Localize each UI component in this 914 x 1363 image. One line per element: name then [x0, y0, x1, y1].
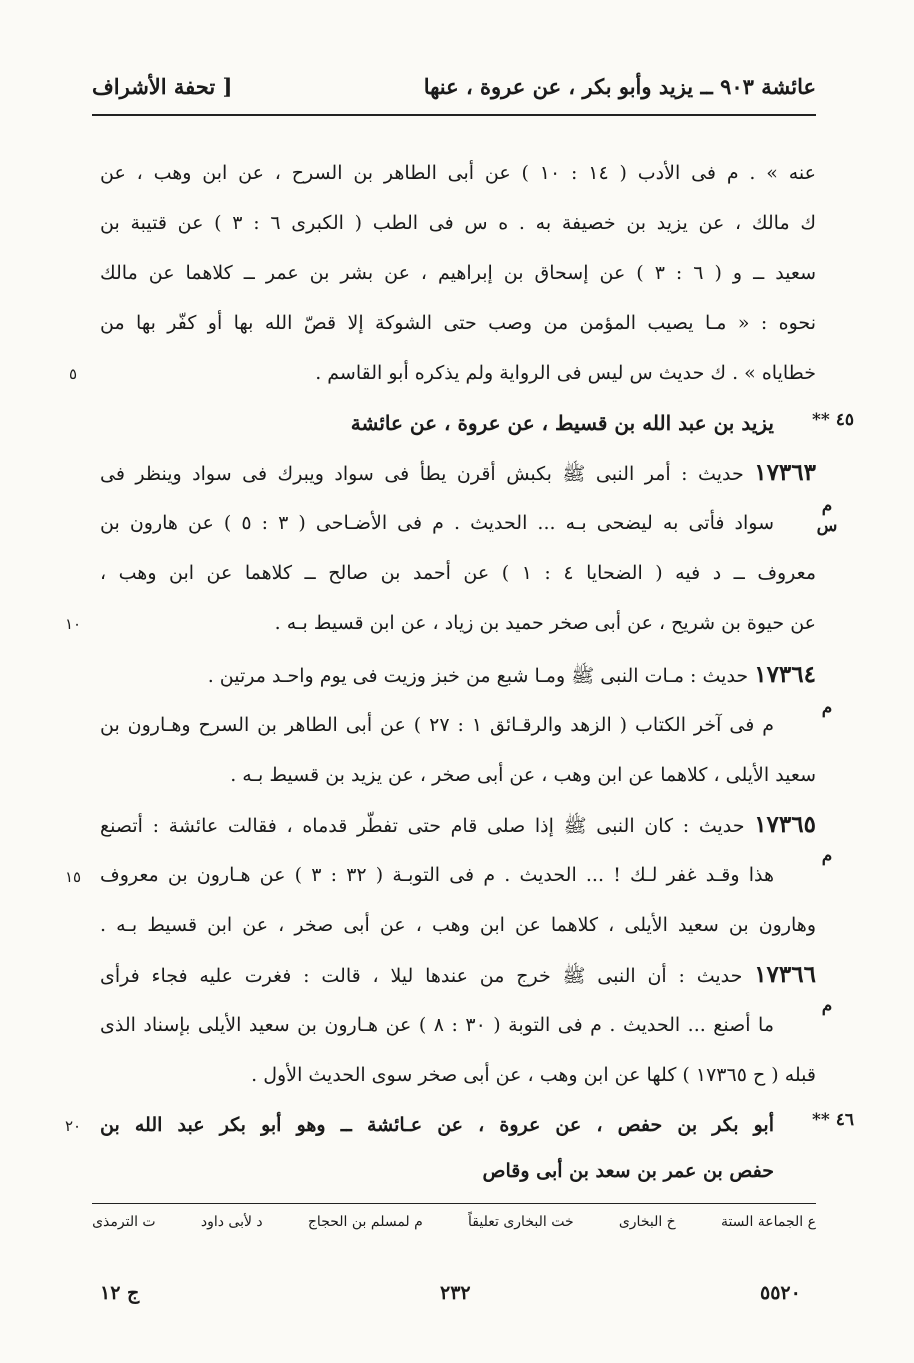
- hadith-number: ١٧٣٦٦: [754, 961, 816, 988]
- hadith-text: حديث : أمر النبى ﷺ بكبش أقرن يطأ فى سواد ويبرك فى سواد وينظر فى: [100, 463, 744, 485]
- body-line: خطاياه » . ك حديث س ليس فى الرواية ولم يذكره أبو القاسم .: [315, 362, 816, 384]
- hadith-line: م فى آخر الكتاب ( الزهد والرقـائق ١ : ٢٧ ) عن أبى الطاهر بن السرح وهـارون بن: [100, 714, 774, 736]
- footer-rule: [92, 1203, 816, 1204]
- hadith-line: سواد فأتى به ليضحى بـه ... الحديث . م فى الأضـاحى ( ٣ : ٥ ) عن هارون بن: [100, 512, 774, 534]
- section-title: أبو بكر بن حفص ، عن عروة ، عن عـائشة ــ وهو أبو بكر عبد الله بن: [100, 1114, 774, 1136]
- sigla-marker: م: [821, 996, 833, 1016]
- volume-number: ج ١٢: [100, 1282, 140, 1304]
- line-number: ٥: [68, 365, 78, 383]
- body-line: عنه » . م فى الأدب ( ١٤ : ١٠ ) عن أبى الطاهر بن السرح ، عن ابن وهب ، عن: [100, 162, 816, 184]
- abbreviation-item: خ البخارى: [618, 1214, 676, 1230]
- section-number: ٤٦ **: [812, 1110, 854, 1130]
- line-number: ٢٠: [64, 1117, 82, 1135]
- sigla-marker: م س: [816, 496, 838, 536]
- hadith-line: عن حيوة بن شريح ، عن أبى صخر حميد بن زياد ، عن ابن قسيط بـه .: [274, 612, 816, 634]
- section-title: يزيد بن عبد الله بن قسيط ، عن عروة ، عن عائشة: [350, 411, 774, 435]
- abbreviation-key: [92, 1214, 816, 1244]
- line-number: ١٥: [64, 868, 82, 886]
- abbreviation-item: خت البخارى تعليقاً: [468, 1214, 574, 1230]
- hadith-text: حديث : أن النبى ﷺ خرج من عندها ليلا ، قالت : فغرت عليه فجاء فرأى: [100, 965, 743, 987]
- body-line: سعيد ــ و ( ٦ : ٣ ) عن إسحاق بن إبراهيم ، عن بشر بن عمر ــ كلاهما عن مالك: [100, 262, 817, 284]
- header-title: عائشة ٩٠٣ ــ يزيد وأبو بكر ، عن عروة ، عنها: [423, 74, 816, 99]
- abbreviation-item: م لمسلم بن الحجاج: [307, 1214, 423, 1230]
- line-number: ١٠: [64, 615, 82, 633]
- hadith-line: [100, 952, 816, 998]
- body-line: نحوه : « مـا يصيب المؤمن من وصب حتى الشوكة إلا قصّ الله بها أو كفّر بها من: [100, 312, 816, 334]
- section-title-continued: حفص بن عمر بن سعد بن أبى وقاص: [482, 1160, 774, 1182]
- hadith-line: قبله ( ح ١٧٣٦٥ ) كلها عن ابن وهب ، عن أبى صخر سوى الحديث الأول .: [251, 1064, 816, 1086]
- hadith-line: هذا وقـد غفر لـك ! ... الحديث . م فى التوبـة ( ٣٢ : ٣ ) عن هـارون بن معروف: [100, 864, 774, 886]
- page-number: ٢٣٢: [440, 1282, 471, 1304]
- hadith-number: ١٧٣٦٤: [754, 661, 816, 688]
- header-rule: [92, 114, 816, 116]
- hadith-text: حديث : مـات النبى ﷺ ومـا شبع من خبز وزيت فى يوم واحـد مرتين .: [207, 665, 749, 687]
- hadith-number: ١٧٣٦٣: [754, 459, 816, 486]
- hadith-line: سعيد الأيلى ، كلاهما عن ابن وهب ، عن أبى صخر ، عن يزيد بن قسيط بـه .: [230, 764, 816, 786]
- sigla-marker: م: [821, 698, 833, 718]
- body-line: ك مالك ، عن يزيد بن خصيفة به . ه س فى الطب ( الكبرى ٦ : ٣ ) عن قتيبة بن: [100, 212, 816, 234]
- section-number: ٤٥ **: [812, 410, 854, 430]
- record-number: ٥٥٢٠: [760, 1282, 801, 1304]
- hadith-line: ما أصنع ... الحديث . م فى التوبة ( ٣٠ : ٨ ) عن هـارون بن سعيد الأيلى بإسناد الذى: [100, 1014, 774, 1036]
- hadith-number: ١٧٣٦٥: [754, 811, 816, 838]
- running-header: [92, 70, 816, 110]
- sigla-marker: م: [821, 846, 833, 866]
- abbreviation-item: ت الترمذى: [92, 1214, 156, 1230]
- abbreviation-item: ع الجماعة الستة: [720, 1214, 816, 1230]
- hadith-line: وهارون بن سعيد الأيلى ، كلاهما عن ابن وهب ، عن أبى صخر ، عن ابن قسيط بـه .: [100, 914, 816, 936]
- hadith-line: [100, 450, 816, 496]
- hadith-text: حديث : كان النبى ﷺ إذا صلى قام حتى تفطّر قدماه ، فقالت عائشة : أتصنع: [100, 815, 745, 837]
- header-book-title: [ تحفة الأشراف: [92, 74, 233, 99]
- hadith-line: معروف ــ د فيه ( الضحايا ٤ : ١ ) عن أحمد بن صالح ــ كلاهما عن ابن وهب ،: [100, 562, 817, 584]
- hadith-line: [100, 802, 816, 848]
- abbreviation-item: د لأبى داود: [200, 1214, 263, 1230]
- hadith-line: [100, 652, 816, 698]
